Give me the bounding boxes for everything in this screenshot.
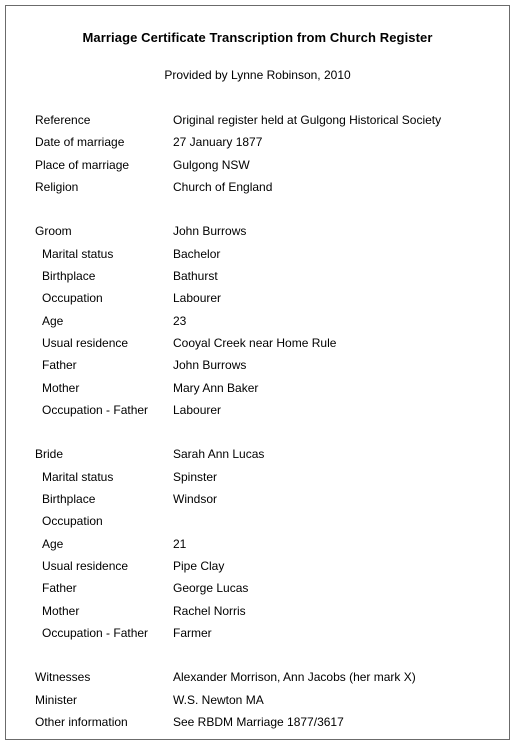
certificate-page xyxy=(5,5,510,740)
field-value: Alexander Morrison, Ann Jacobs (her mark X) xyxy=(173,670,416,685)
field-value: Spinster xyxy=(173,469,218,484)
document-title: Marriage Certificate Transcription from Church Register xyxy=(82,30,433,45)
field-label: Groom xyxy=(35,224,72,239)
record-row xyxy=(35,488,495,510)
field-label: Place of marriage xyxy=(35,157,130,172)
field-label: Mother xyxy=(42,380,80,395)
record-fields xyxy=(35,109,495,733)
field-value: Cooyal Creek near Home Rule xyxy=(173,335,337,350)
field-label: Marital status xyxy=(42,469,114,484)
field-value: See RBDM Marriage 1877/3617 xyxy=(173,715,344,730)
field-label: Minister xyxy=(35,692,78,707)
record-row xyxy=(35,466,495,488)
field-value: Gulgong NSW xyxy=(173,157,250,172)
record-row xyxy=(35,689,495,711)
record-row xyxy=(35,176,495,198)
field-value: Original register held at Gulgong Historical Society xyxy=(173,113,442,127)
record-row xyxy=(35,666,495,688)
field-value: John Burrows xyxy=(173,224,247,239)
field-label: Other information xyxy=(35,715,128,730)
record-row xyxy=(35,220,495,242)
field-value: John Burrows xyxy=(173,358,247,373)
section-spacer xyxy=(35,421,495,443)
record-row xyxy=(35,600,495,622)
record-row xyxy=(35,131,495,153)
field-label: Bride xyxy=(35,447,64,462)
record-row xyxy=(35,555,495,577)
record-row xyxy=(35,510,495,532)
field-label: Occupation xyxy=(42,514,103,529)
record-row xyxy=(35,533,495,555)
field-label: Witnesses xyxy=(35,670,91,685)
record-row xyxy=(35,243,495,265)
section-spacer xyxy=(35,644,495,666)
record-row xyxy=(35,399,495,421)
field-label: Date of marriage xyxy=(35,135,125,150)
field-label: Occupation - Father xyxy=(42,625,149,640)
record-row xyxy=(35,443,495,465)
field-value: Rachel Norris xyxy=(173,603,246,618)
field-value: Farmer xyxy=(173,625,212,640)
record-row xyxy=(35,577,495,599)
record-row xyxy=(35,622,495,644)
field-label: Religion xyxy=(35,179,79,194)
field-label: Birthplace xyxy=(42,269,96,284)
field-label: Mother xyxy=(42,603,80,618)
field-value: Bachelor xyxy=(173,246,221,261)
field-value: 27 January 1877 xyxy=(173,135,263,150)
record-row xyxy=(35,287,495,309)
field-label: Usual residence xyxy=(42,558,129,573)
field-label: Occupation - Father xyxy=(42,402,149,417)
field-value: Sarah Ann Lucas xyxy=(173,447,265,462)
field-value: Labourer xyxy=(173,291,222,306)
field-label: Marital status xyxy=(42,246,114,261)
record-row xyxy=(35,154,495,176)
field-value: Pipe Clay xyxy=(173,558,225,573)
field-label: Age xyxy=(42,536,64,551)
record-row xyxy=(35,711,495,733)
field-label: Age xyxy=(42,313,64,328)
record-row xyxy=(35,109,495,131)
section-spacer xyxy=(35,198,495,220)
field-value: George Lucas xyxy=(173,581,249,596)
field-label: Occupation xyxy=(42,291,103,306)
field-value: 23 xyxy=(173,313,187,328)
document-subtitle: Provided by Lynne Robinson, 2010 xyxy=(164,68,351,82)
record-row xyxy=(35,377,495,399)
field-label: Usual residence xyxy=(42,335,129,350)
field-value: W.S. Newton MA xyxy=(173,692,264,707)
field-label: Father xyxy=(42,581,77,596)
record-row xyxy=(35,332,495,354)
field-value: Labourer xyxy=(173,402,222,417)
field-value: Bathurst xyxy=(173,269,218,284)
record-row xyxy=(35,265,495,287)
field-label: Reference xyxy=(35,113,91,127)
field-value: Church of England xyxy=(173,179,273,194)
field-label: Birthplace xyxy=(42,492,96,507)
record-row xyxy=(35,310,495,332)
field-value: Windsor xyxy=(173,492,218,507)
field-value: Mary Ann Baker xyxy=(173,380,259,395)
record-row xyxy=(35,354,495,376)
field-value: 21 xyxy=(173,536,187,551)
field-label: Father xyxy=(42,358,77,373)
